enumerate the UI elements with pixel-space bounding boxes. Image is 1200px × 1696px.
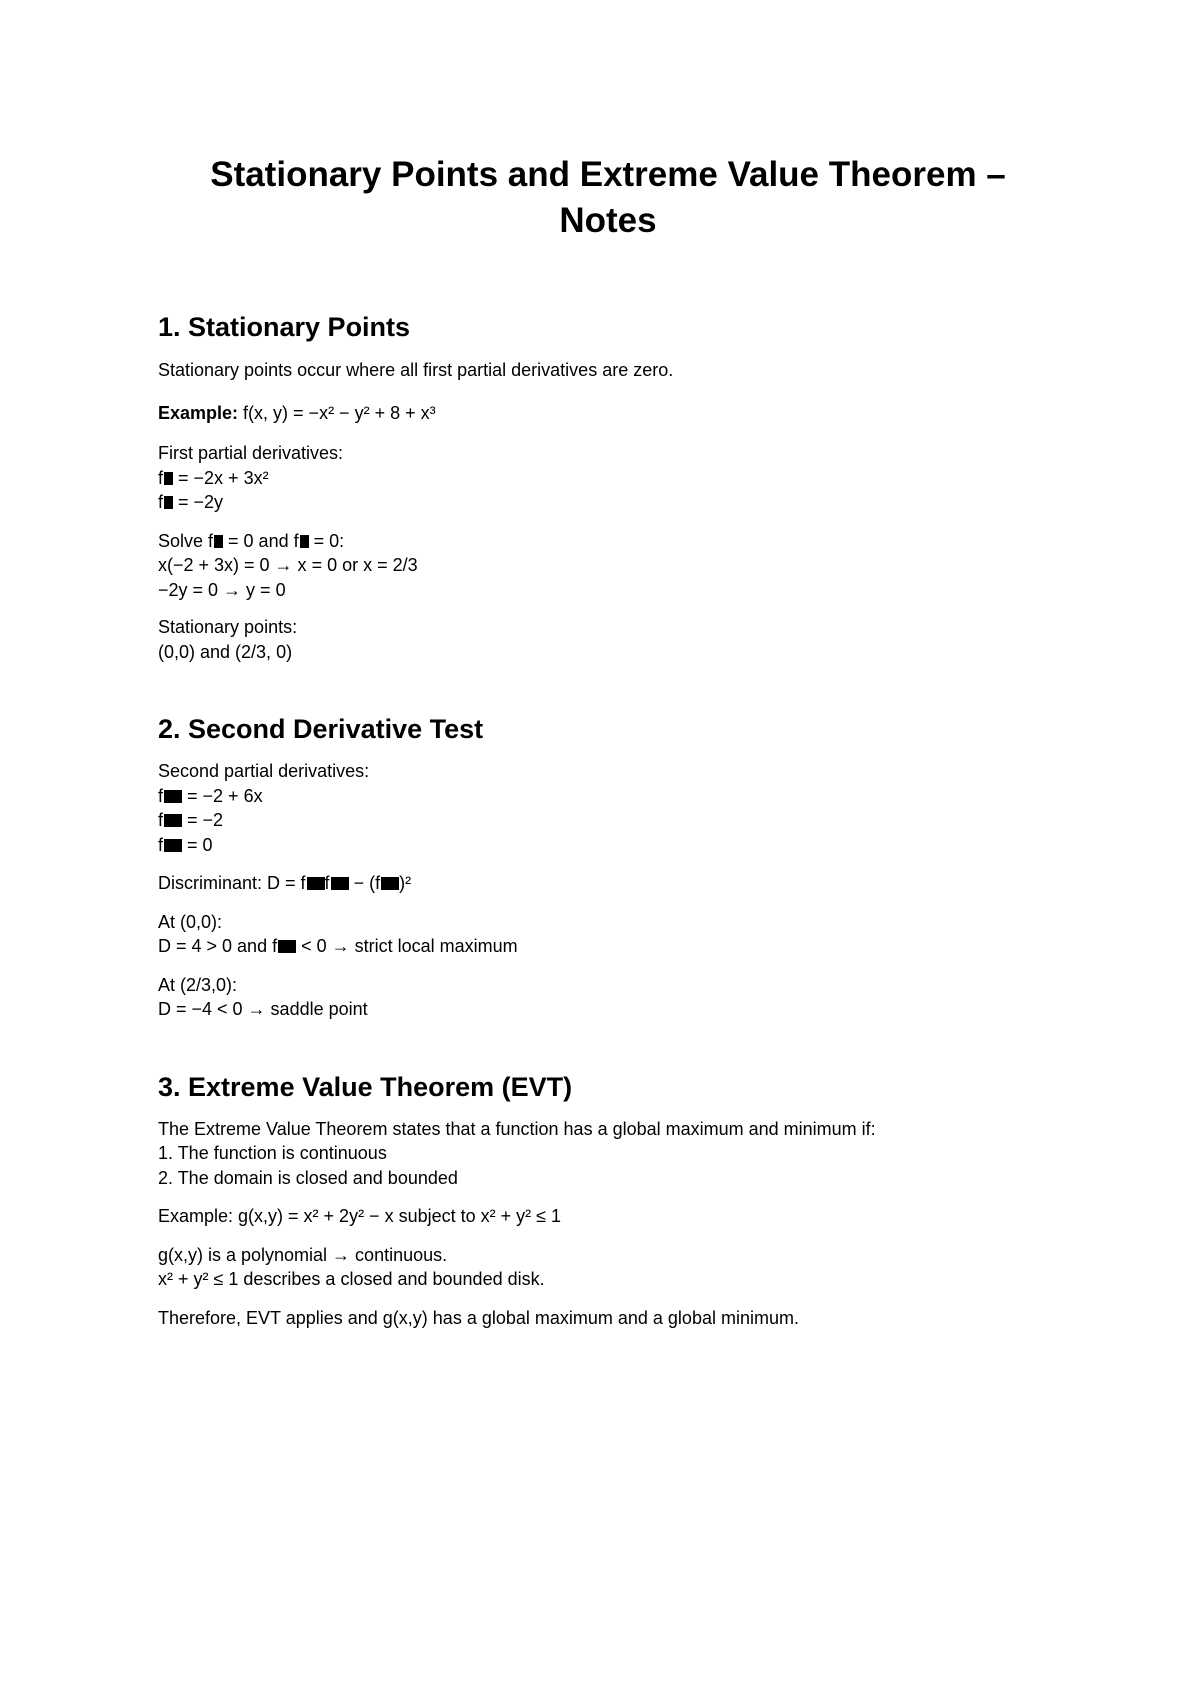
- at-origin-label: At (0,0):: [158, 911, 223, 932]
- at-second-point-result: D = −4 < 0 → saddle point: [158, 999, 368, 1019]
- domain-closed-bounded: x² + y² ≤ 1 describes a closed and bounded disk.: [158, 1269, 545, 1289]
- evt-statement: The Extreme Value Theorem states that a function has a global maximum and minimum if:: [158, 1118, 876, 1139]
- example-label: Example:: [158, 402, 239, 423]
- solve-text-b: = 0 and f: [223, 530, 299, 551]
- at1-text-a: D = 4 > 0 and f: [158, 936, 278, 956]
- solve-line-2: x(−2 + 3x) = 0 → x = 0 or x = 2/3: [158, 555, 418, 575]
- evt-example: Example: g(x,y) = x² + 2y² − x subject to x² + y² ≤ 1: [158, 1206, 562, 1226]
- title-line-2: Notes: [559, 201, 657, 240]
- fx-text: = −2x + 3x²: [173, 467, 269, 488]
- subscript-glyph-box: [278, 940, 296, 953]
- at-origin-result: [158, 934, 1058, 959]
- subscript-glyph-box: [381, 877, 399, 890]
- fxy-text: = 0: [182, 834, 213, 855]
- at1-text-b: < 0 → strict local maximum: [296, 936, 518, 956]
- evt-statement-block: [158, 1117, 1058, 1191]
- stationary-label: Stationary points:: [158, 617, 298, 637]
- stationary-points-intro: Stationary points occur where all first partial derivatives are zero.: [158, 360, 674, 380]
- at-second-point-block: [158, 973, 1058, 1022]
- fyy-symbol: f: [158, 810, 164, 830]
- discriminant-formula: Discriminant: D = f f − (f )²: [158, 873, 412, 893]
- fx-symbol: f: [158, 467, 164, 488]
- fyy-equation: [158, 808, 1058, 833]
- fyy-text: = −2: [182, 810, 224, 830]
- at-origin-block: [158, 910, 1058, 959]
- subscript-glyph-box: [164, 814, 182, 827]
- subscript-glyph-box: [164, 496, 173, 509]
- fx-equation: [158, 466, 1058, 491]
- solve-block: [158, 529, 1058, 603]
- evt-condition-1: 1. The function is continuous: [158, 1143, 387, 1163]
- subscript-glyph-box: [331, 877, 349, 890]
- first-partials-block: [158, 441, 1058, 515]
- fy-text: = −2y: [173, 492, 224, 512]
- second-partials-label: Second partial derivatives:: [158, 761, 370, 781]
- disc-text-b: − (f: [348, 873, 381, 893]
- section-heading-stationary-points: 1. Stationary Points: [158, 312, 411, 342]
- fxy-symbol: f: [158, 834, 164, 855]
- evt-condition-2: 2. The domain is closed and bounded: [158, 1167, 458, 1188]
- solve-text-a: Solve f: [158, 530, 214, 551]
- stationary-values: (0,0) and (2/3, 0): [158, 641, 293, 662]
- fxy-equation: [158, 833, 1058, 858]
- solve-line-3: −2y = 0 → y = 0: [158, 579, 286, 600]
- subscript-glyph-box: [164, 839, 182, 852]
- section-heading-evt: 3. Extreme Value Theorem (EVT): [158, 1071, 573, 1102]
- at-second-point-label: At (2/3,0):: [158, 974, 238, 995]
- first-partials-label: First partial derivatives:: [158, 443, 344, 463]
- g-continuity: g(x,y) is a polynomial → continuous.: [158, 1244, 448, 1265]
- fy-equation: [158, 490, 1058, 515]
- fxx-text: = −2 + 6x: [182, 785, 263, 806]
- stationary-points-result: [158, 615, 1058, 664]
- fy-symbol: f: [158, 492, 164, 512]
- disc-text-a: Discriminant: D = f: [158, 873, 306, 893]
- subscript-glyph-box: [164, 790, 182, 803]
- evt-justification: [158, 1243, 1058, 1292]
- page-title: [158, 152, 1058, 244]
- evt-conclusion: Therefore, EVT applies and g(x,y) has a global maximum and a global minimum.: [158, 1307, 799, 1328]
- second-partials-block: [158, 759, 1058, 857]
- disc-text-c: )²: [399, 873, 412, 893]
- fxx-symbol: f: [158, 785, 164, 806]
- section-heading-second-derivative-test: 2. Second Derivative Test: [158, 714, 484, 744]
- solve-line-1: [158, 529, 1058, 554]
- subscript-glyph-box: [307, 877, 325, 890]
- fxx-equation: [158, 784, 1058, 809]
- title-line-1: Stationary Points and Extreme Value Theorem –: [210, 155, 1006, 194]
- subscript-glyph-box: [214, 535, 223, 548]
- example-text: f(x, y) = −x² − y² + 8 + x³: [238, 402, 436, 423]
- example-function: [158, 401, 1058, 426]
- subscript-glyph-box: [164, 472, 173, 485]
- subscript-glyph-box: [300, 535, 309, 548]
- document-content: [158, 152, 1058, 1330]
- solve-text-c: = 0:: [308, 530, 345, 551]
